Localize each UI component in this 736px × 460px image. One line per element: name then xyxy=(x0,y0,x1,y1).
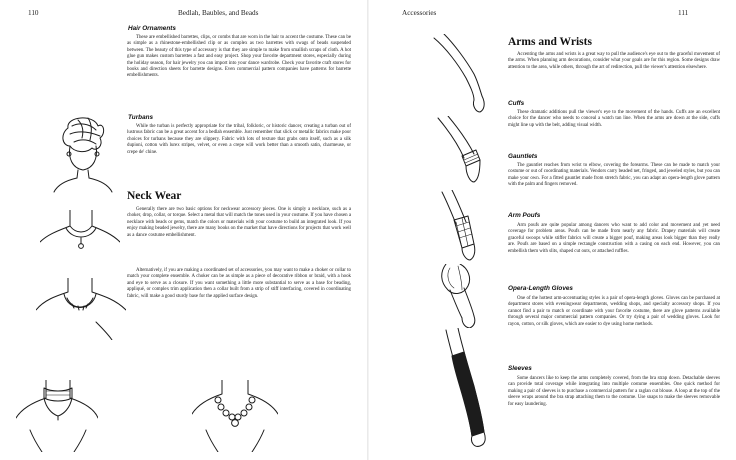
opera-gloves-body: One of the hottest arm-accentuating styles is a pair of opera-length gloves. Gloves can be purchased at department stores with eveningwear departments, wedding shops, and specialty accessory shops. If you cannot find a pair to match or coordinate with your favorite costume, there are glove patterns available through several major commercial pattern companies. Or try dying a pair of wedding gloves. Look for rayon, cotton, or silk gloves, which are easier to dye using home methods. xyxy=(508,296,720,327)
turbans-body: While the turban is perfectly appropriate for the tribal, folkloric, or historic dancer, creating a turban out of lustrous fabric can be a great accent for a bedlah ensemble. Just remember that slick or metallic fabrics make poor choices for turbans because they are slippery. Fabric with lots of texture that grabs onto itself, such as a silk dupioni, cotton with lurex stripes, velvet, or even a crepe will work better than a smooth satin, charmeuse, or crepe de' chine. xyxy=(127,124,351,155)
page-number-right: 111 xyxy=(678,9,689,17)
turban-illustration xyxy=(48,112,118,194)
arm-sketch-opera-glove xyxy=(440,328,500,448)
gauntlets-body: The gauntlet reaches from wrist to elbow, covering the forearms. These can be made to match your costume or out of coordinating materials. Vendors carry beaded net, fringed, and jeweled styles, but you can make your own. For a fitted gauntlet made from stretch fabric, you can adapt an opera-length glove pattern with the palm and fingers removed. xyxy=(508,163,720,188)
right-page xyxy=(368,0,736,460)
opera-gloves-heading: Opera-Length Gloves xyxy=(508,285,573,292)
neck-sketch-2 xyxy=(36,278,126,340)
sleeves-body: Some dancers like to keep the arms completely covered, from the bra strap down. Detachable sleeves can provide total coverage while integrating into multiple costume ensembles. One quick method for making a pair of sleeves is to purchase a commercial pattern for a raglan cut blouse. A loop at the top of the sleeve wraps around the bra strap attaching them to the costume. Use snaps to make the sleeves removable for easy laundering. xyxy=(508,376,720,407)
sleeves-heading: Sleeves xyxy=(508,365,532,372)
running-head-left: Bedlah, Baubles, and Beads xyxy=(178,9,259,17)
arm-sketch-plain xyxy=(428,34,498,114)
cuffs-body: These dramatic additions pull the viewer's eye to the movement of the hands. Cuffs are an excellent choice for the dancer who needs to conceal a watch tan line. When the arms are down at the side, cuffs might line up with the belt, adding visual width. xyxy=(508,110,720,128)
neck-wear-para-1: Generally there are two basic options for neckwear accessory pieces. One is simply a necklace, such as a choker, drop, collar, or torque. Select a metal that will match the tones used in your costume. If you have chosen a necklace with beads or gems, match the colors or materials with your costume to build an integrated look. If you enjoy making beaded jewelry, there are many books on the market that have directions for projects that work well as a dance costume embellishment. xyxy=(127,207,351,238)
cuffs-heading: Cuffs xyxy=(508,100,525,107)
arm-sketch-cuff xyxy=(434,116,498,184)
turbans-heading: Turbans xyxy=(128,114,154,121)
arms-and-wrists-heading: Arms and Wrists xyxy=(508,36,592,48)
hair-ornaments-heading: Hair Ornaments xyxy=(128,25,176,32)
hair-ornaments-body: These are embellished barrettes, clips, or combs that are worn in the hair to accent the costume. These can be as simple as a rhinestone-embellished clip or as complex as two barrettes with swags of beads suspended between. The beauty of this type of accessory is that they are simple to make from smallish scraps of cloth. A hot glue gun makes custom barrettes a fast and easy project. Shop your favorite department stores, especially during the holiday season, for hair jewelry you can import into your dance wardrobe. Check your favorite craft stores for books and direction sheets for barrette designs. Even commercial pattern companies have patterns for barrette embellishments. xyxy=(127,35,351,79)
gauntlets-heading: Gauntlets xyxy=(508,153,538,160)
bead-necklace-sketch xyxy=(192,380,278,452)
arm-sketch-gauntlet xyxy=(436,190,496,262)
choker-sketch xyxy=(16,380,98,452)
neck-wear-para-2: Alternatively, if you are making a coordinated set of accessories, you may want to make a choker or collar to match your complete ensemble. A choker can be as simple as a piece of decorative ribbon or braid, with a hook and eye to serve as a closure. If you want something a little more substantial to serve as a base for beading, appliqué, or complex trim application then a collar built from a strip of stiff interfacing, covered in coordinating fabric, will make a good sturdy base for the applied surface design. xyxy=(127,268,351,299)
running-head-right: Accessories xyxy=(402,9,437,17)
neck-wear-heading: Neck Wear xyxy=(127,190,182,202)
arms-and-wrists-body: Accenting the arms and wrists is a great way to pull the audience's eye out to the graceful movement of the arms. When planning arm decorations, consider what your goals are for this region. Some designs draw attention to the area, while others, through the art of redirection, pull the viewer's attention elsewhere. xyxy=(508,52,720,70)
arm-sketch-pouf xyxy=(438,264,496,328)
page-number-left: 110 xyxy=(28,9,39,17)
arm-poufs-heading: Arm Poufs xyxy=(508,212,541,219)
neck-sketch-1 xyxy=(40,210,120,270)
arm-poufs-body: Arm poufs are quite popular among dancers who want to add color and movement and yet need coverage for problem areas. Poufs can be made from nearly any fabric. Drapey materials will create graceful swoops while stiffer fabrics will create a bigger pouf, making areas look bigger than they really are. Poufs are based on a simple rectangle construction with a casing on each end. However, you can embellish them with slits, shaped cut outs, or attached ruffles. xyxy=(508,223,720,254)
